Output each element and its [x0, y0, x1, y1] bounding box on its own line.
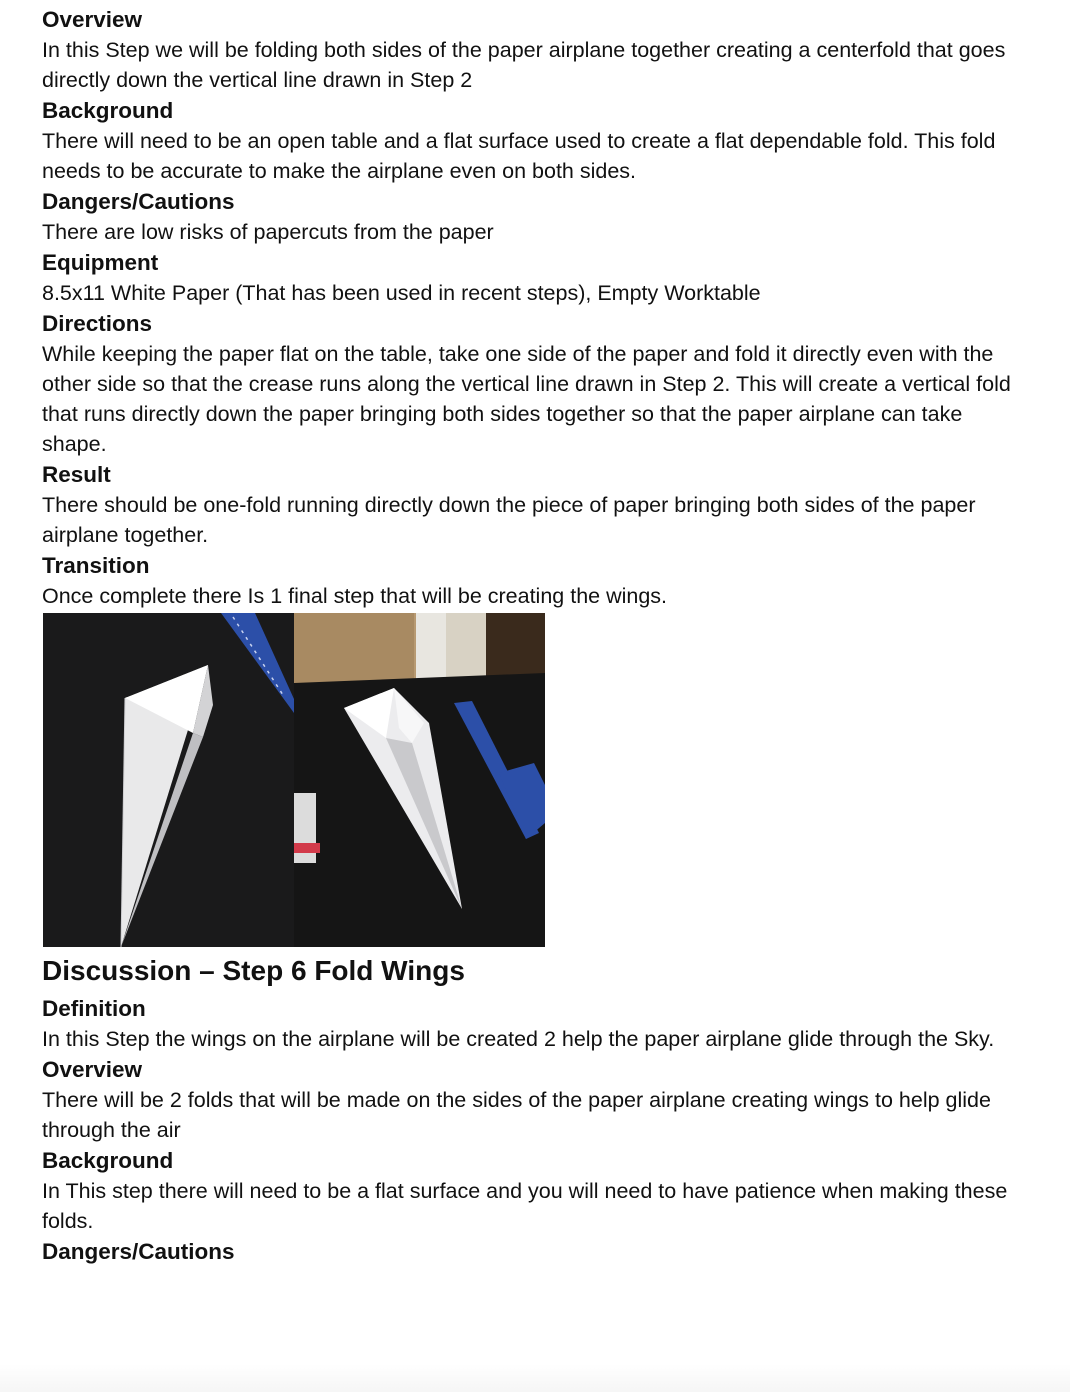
definition-heading: Definition [42, 996, 146, 1021]
directions-heading: Directions [42, 311, 153, 336]
overview-text-2: There will be 2 folds that will be made on the sides of the paper airplane creating wings to help glide through the air [42, 1088, 991, 1142]
airplane-photos [43, 613, 545, 947]
overview-heading-2: Overview [42, 1057, 143, 1082]
dangers-text: There are low risks of papercuts from the paper [42, 220, 494, 244]
transition-text: Once complete there Is 1 final step that will be creating the wings. [42, 584, 668, 608]
photo-airplane-folded-angled-view [294, 613, 545, 947]
transition-heading: Transition [42, 553, 150, 578]
background-text: There will need to be an open table and a flat surface used to create a flat dependable fold. This fold needs to be accurate to make the airplane even on both sides. [42, 129, 996, 183]
equipment-heading: Equipment [42, 250, 159, 275]
section-title: Discussion – Step 6 Fold Wings [42, 955, 465, 986]
directions-text: While keeping the paper flat on the table, take one side of the paper and fold it directly even with the other side so that the crease runs along the vertical line drawn in Step 2. This will create a vertical fold that runs directly down the paper bringing both sides together so that the paper airplane can take shape. [42, 342, 1011, 456]
result-heading: Result [42, 462, 111, 487]
overview-heading: Overview [42, 7, 143, 32]
result-text: There should be one-fold running directly down the piece of paper bringing both sides of the paper airplane together. [42, 493, 976, 547]
equipment-text: 8.5x11 White Paper (That has been used in recent steps), Empty Worktable [42, 281, 761, 305]
definition-text: In this Step the wings on the airplane will be created 2 help the paper airplane glide through the Sky. [42, 1027, 995, 1051]
overview-text: In this Step we will be folding both sides of the paper airplane together creating a centerfold that goes directly down the vertical line drawn in Step 2 [42, 38, 1006, 92]
document-content [42, 4, 1027, 1267]
dangers-heading-2: Dangers/Cautions [42, 1239, 235, 1264]
background-text-2: In This step there will need to be a flat surface and you will need to have patience when making these folds. [42, 1179, 1008, 1233]
background-heading: Background [42, 98, 174, 123]
photo-airplane-folded-top-view [43, 613, 294, 947]
background-heading-2: Background [42, 1148, 174, 1173]
page-bottom-shadow [0, 1364, 1070, 1392]
dangers-heading: Dangers/Cautions [42, 189, 235, 214]
